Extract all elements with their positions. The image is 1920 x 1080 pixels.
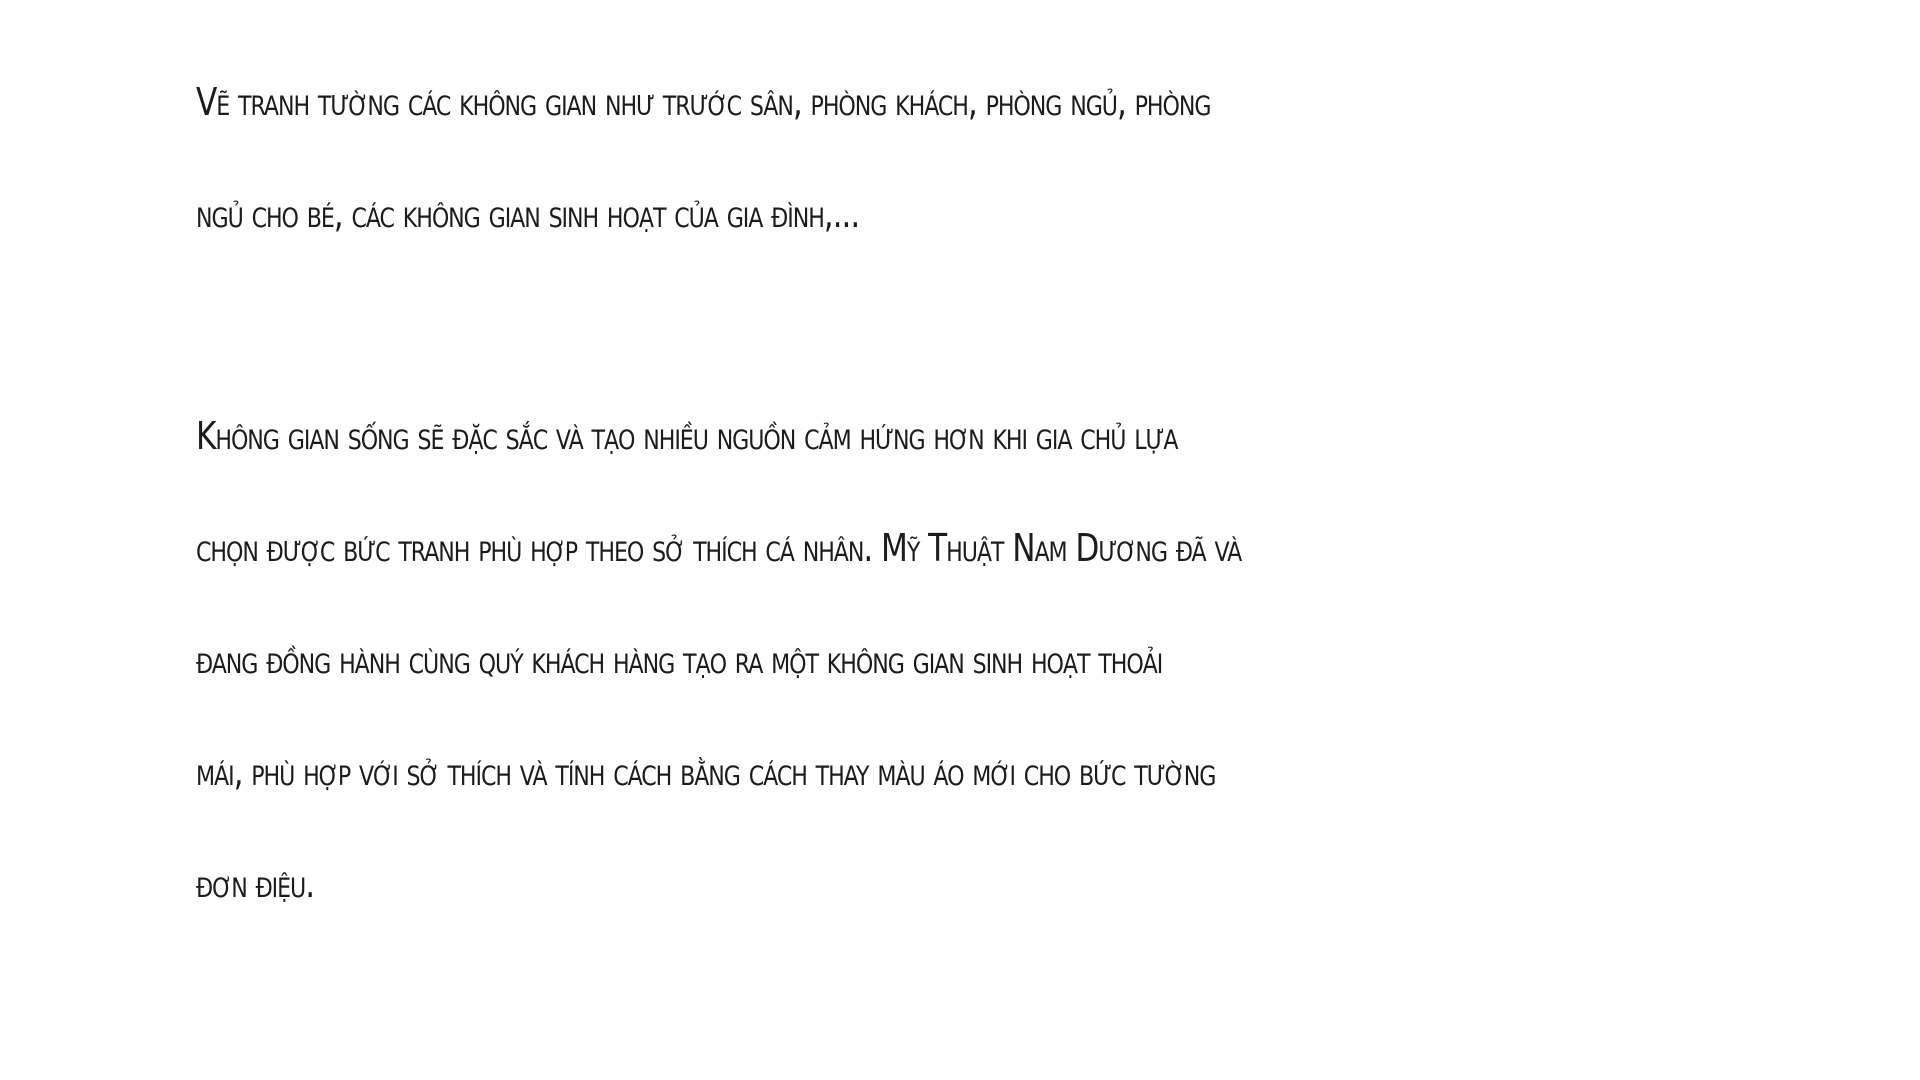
text-line: chọn được bức tranh phù hợp theo sở thích cá nhân. Mỹ Thuật Nam Dương đã và bbox=[196, 526, 1242, 570]
text-line: Vẽ tranh tường các không gian như trước sân, phòng khách, phòng ngủ, phòng bbox=[196, 80, 1211, 124]
paragraph-living-space-inspiration bbox=[196, 380, 1475, 940]
text-line: Không gian sống sẽ đặc sắc và tạo nhiều nguồn cảm hứng hơn khi gia chủ lựa bbox=[196, 414, 1178, 458]
text-line: mái, phù hợp với sở thích và tính cách bằng cách thay màu áo mới cho bức tường bbox=[196, 750, 1216, 794]
text-line: đơn điệu. bbox=[196, 862, 315, 906]
text-line: đang đồng hành cùng quý khách hàng tạo ra một không gian sinh hoạt thoải bbox=[196, 638, 1163, 682]
paragraph-wall-painting-spaces bbox=[196, 46, 1475, 270]
text-line: ngủ cho bé, các không gian sinh hoạt của gia đình,... bbox=[196, 192, 860, 236]
